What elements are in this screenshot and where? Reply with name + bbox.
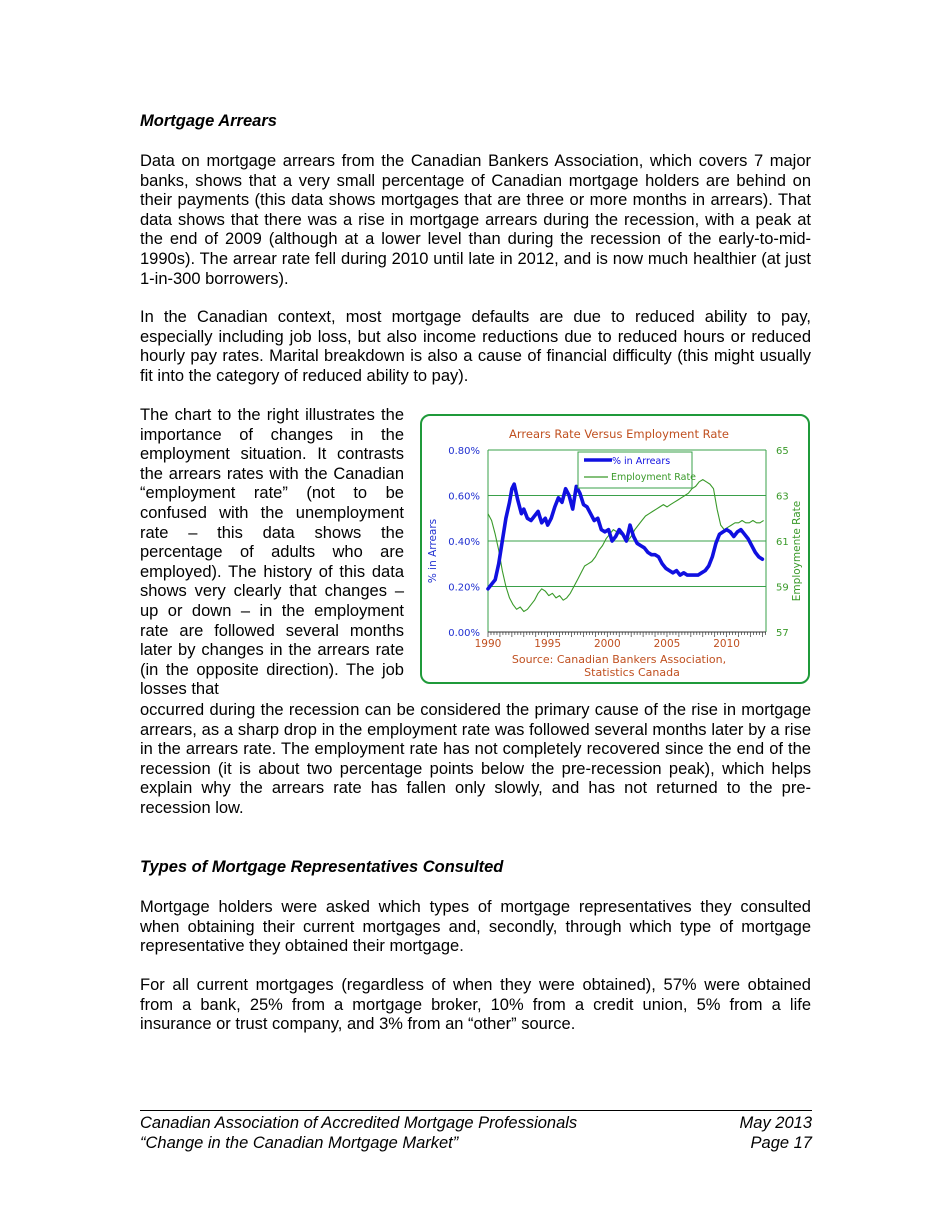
- arrears-rate-line: [488, 484, 762, 589]
- page-footer: [140, 1110, 812, 1153]
- employment-rate-line: [488, 480, 764, 612]
- y2-axis-label: Employmente Rate: [791, 500, 803, 602]
- y-tick-label: 0.60%: [448, 491, 480, 503]
- x-tick-label: 1990: [474, 638, 502, 650]
- footer-date: May 2013: [739, 1114, 812, 1132]
- chart-source-line-2: Statistics Canada: [584, 666, 680, 679]
- paragraph-chart-explanation-continued: occurred during the recession can be considered the primary cause of the rise in mortgage arrears, as a sharp drop in the employment rate was followed several months later by a rise in the arrears rate. The employment rate has not completely recovered since the end of the recession (it is about two percentage points below the pre-recession peak), which helps explain why the arrears rate has fallen only slowly, and has not returned to the pre-recession low.: [140, 701, 811, 817]
- x-tick-label: 2005: [653, 638, 681, 650]
- chart-title: Arrears Rate Versus Employment Rate: [509, 427, 729, 441]
- y2-tick-label: 59: [776, 582, 789, 594]
- paragraph-representatives-question: Mortgage holders were asked which types of mortgage representatives they consulted when obtaining their current mortgages and, secondly, through which type of mortgage representative they obtained their mortgage.: [140, 898, 811, 956]
- y-tick-label: 0.80%: [448, 446, 480, 457]
- y2-tick-label: 57: [776, 628, 789, 639]
- footer-organization: Canadian Association of Accredited Mortgage Professionals: [140, 1114, 578, 1132]
- x-tick-label: 2010: [713, 638, 740, 650]
- footer-report-title: “Change in the Canadian Mortgage Market”: [140, 1134, 459, 1152]
- chart-legend: [578, 452, 696, 488]
- y-tick-label: 0.20%: [448, 582, 480, 594]
- arrears-employment-chart: [420, 414, 810, 684]
- legend-arrears-label: % in Arrears: [612, 456, 671, 467]
- chart-series: [488, 480, 764, 612]
- chart-source-line-1: Source: Canadian Bankers Association,: [511, 653, 727, 666]
- y-axis-label: % in Arrears: [427, 518, 439, 584]
- paragraph-arrears-data: Data on mortgage arrears from the Canadian Bankers Association, which covers 7 major banks, shows that a very small percentage of Canadian mortgage holders are behind on their payments (this data shows mortgages that are three or more months in arrears). That data shows that there was a rise in mortgage arrears during the recession, with a peak at the end of 2009 (although at a lower level than during the recession of the early-to-mid-1990s). The arrear rate fell during 2010 until late in 2012, and is now much healthier (at just 1-in-300 borrowers).: [140, 152, 811, 288]
- y2-tick-label: 61: [776, 537, 789, 548]
- chart-svg: [422, 416, 808, 682]
- paragraph-chart-explanation: The chart to the right illustrates the importance of changes in the employment situation. It contrasts the arrears rates with the Canadian “employment rate” (not to be confused with the unemployment rate – this data shows the percentage of adults who are employed). The history of this data shows very clearly that changes – up or down – in the employment rate are followed several months later by changes in the arrears rate (in the opposite direction). The job losses that: [140, 406, 404, 699]
- section-heading-representatives: Types of Mortgage Representatives Consulted: [140, 858, 504, 876]
- y-tick-label: 0.40%: [448, 537, 480, 548]
- y2-tick-label: 65: [776, 446, 789, 457]
- x-tick-label: 1995: [534, 638, 562, 650]
- y2-tick-label: 63: [776, 491, 789, 503]
- x-tick-label: 2000: [593, 638, 621, 650]
- paragraph-canadian-context: In the Canadian context, most mortgage defaults are due to reduced ability to pay, especially including job loss, but also income reductions due to reduced hours or reduced hourly pay rates. Marital breakdown is also a cause of financial difficulty (this might usually fit into the category of reduced ability to pay).: [140, 308, 811, 385]
- footer-page-number: Page 17: [750, 1134, 812, 1152]
- paragraph-mortgage-sources: For all current mortgages (regardless of when they were obtained), 57% were obtained from a bank, 25% from a mortgage broker, 10% from a credit union, 5% from a life insurance or trust company, and 3% from an “other” source.: [140, 976, 811, 1034]
- y-tick-label: 0.00%: [448, 628, 480, 639]
- legend-employment-label: Employment Rate: [611, 472, 697, 483]
- section-heading-mortgage-arrears: Mortgage Arrears: [140, 112, 277, 130]
